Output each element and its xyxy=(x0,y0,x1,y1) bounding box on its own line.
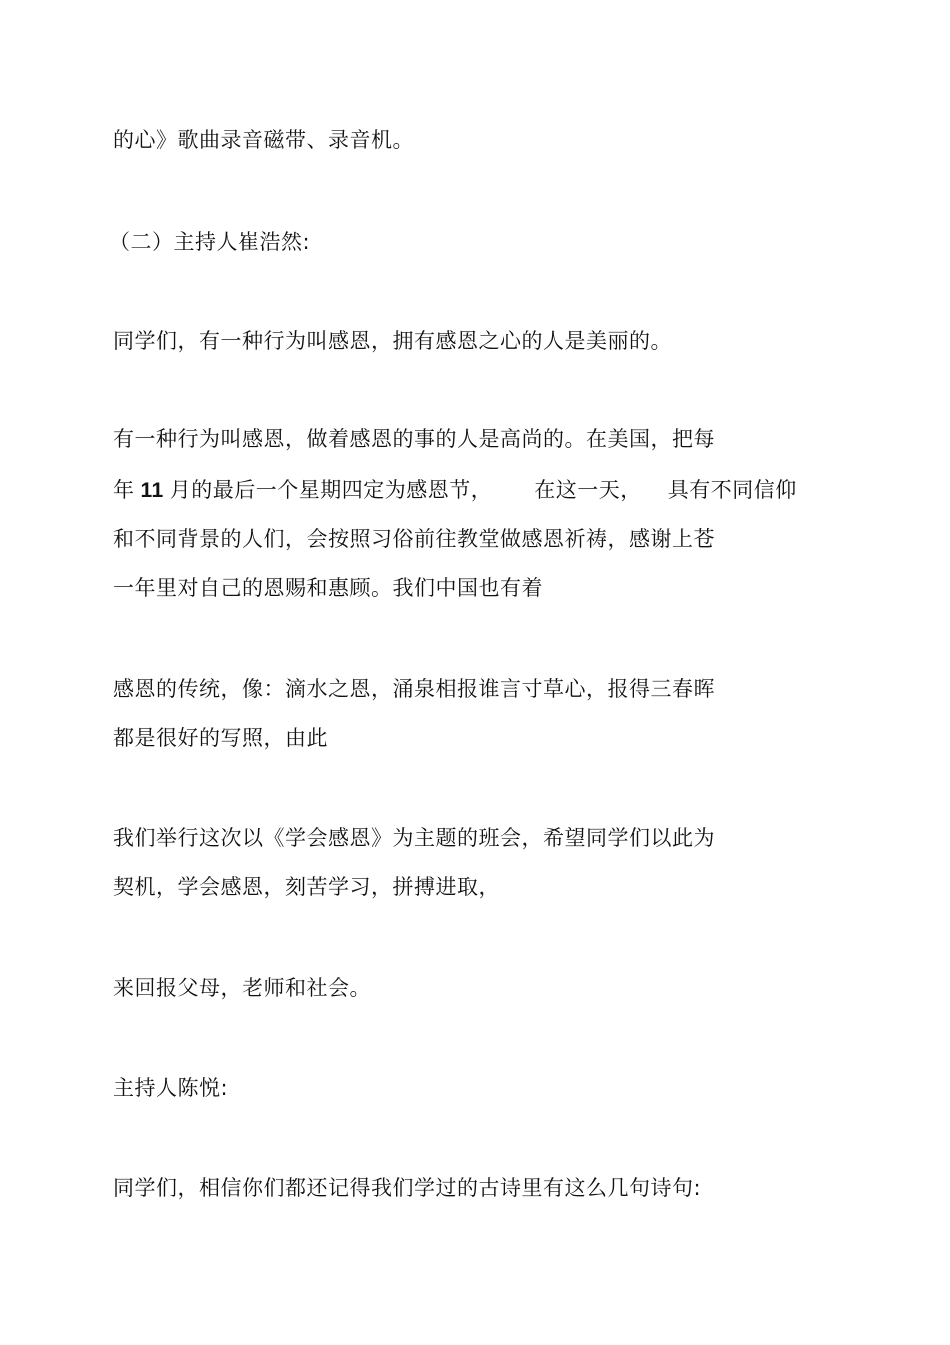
text-line-mixed xyxy=(113,476,797,505)
text-line: 都是很好的写照，由此 xyxy=(113,726,328,750)
section-heading: （二）主持人崔浩然: xyxy=(109,230,311,254)
speaker-heading: 主持人陈悦: xyxy=(113,1076,229,1100)
text-fragment: 具有不同信仰 xyxy=(667,478,797,502)
text-line: 的心》歌曲录音磁带、录音机。 xyxy=(113,128,414,152)
text-fragment: 月的最后一个星期四定为感恩节， xyxy=(169,478,493,502)
text-line: 契机，学会感恩，刻苦学习，拼搏进取， xyxy=(113,875,500,899)
text-line: 有一种行为叫感恩，做着感恩的事的人是高尚的。在美国，把每 xyxy=(113,427,715,451)
text-line: 同学们，有一种行为叫感恩，拥有感恩之心的人是美丽的。 xyxy=(113,329,672,353)
text-line: 我们举行这次以《学会感恩》为主题的班会，希望同学们以此为 xyxy=(113,826,715,850)
text-line: 一年里对自己的恩赐和惠顾。我们中国也有着 xyxy=(113,576,543,600)
text-fragment: 在这一天， xyxy=(534,478,642,502)
text-line: 来回报父母，老师和社会。 xyxy=(113,976,371,1000)
text-line: 和不同背景的人们，会按照习俗前往教堂做感恩祈祷，感谢上苍 xyxy=(113,527,715,551)
text-line: 感恩的传统，像：滴水之恩，涌泉相报谁言寸草心，报得三春晖 xyxy=(113,677,715,701)
text-fragment: 年 xyxy=(113,478,135,502)
date-number: 11 xyxy=(140,479,164,502)
text-line: 同学们，相信你们都还记得我们学过的古诗里有这么几句诗句: xyxy=(113,1176,702,1200)
